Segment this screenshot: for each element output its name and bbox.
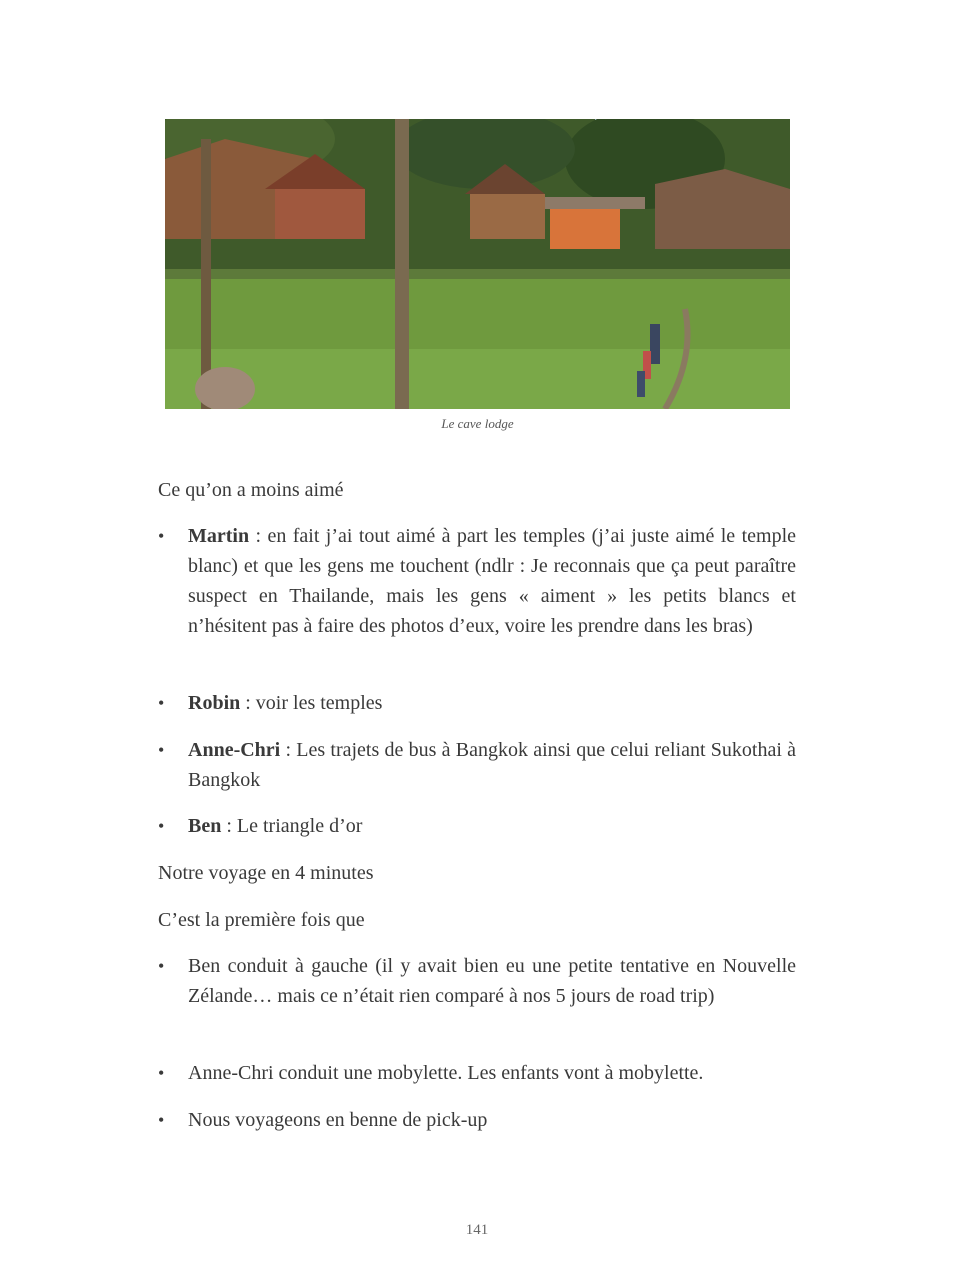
bullet-first-2: • — [158, 1063, 165, 1083]
first-time-item: Ben conduit à gauche (il y avait bien eu une petite tentative en Nouvelle Zélande… mais ce n’était rien comparé à nos 5 jours de road trip) — [188, 955, 796, 1007]
first-time-item: Anne-Chri conduit une mobylette. Les enfants vont à mobylette. — [188, 1062, 704, 1084]
person-name: Anne-Chri — [188, 739, 281, 761]
bullet-first-1: • — [158, 956, 165, 976]
list-item-ben — [188, 811, 796, 841]
photo-caption: Le cave lodge — [441, 416, 514, 431]
page-number: 141 — [465, 1222, 489, 1238]
item-text: : Le triangle d’or — [221, 815, 363, 837]
item-text: : voir les temples — [240, 692, 383, 714]
person-name: Ben — [188, 815, 222, 837]
list-item-anne-chri — [188, 735, 796, 795]
person-name: Robin — [188, 692, 241, 714]
first-time-heading: C’est la première fois que — [158, 909, 365, 931]
item-text: : Les trajets de bus à Bangkok ainsi que celui reliant Sukothai à Bangkok — [188, 739, 796, 791]
first-time-item: Nous voyageons en benne de pick-up — [188, 1109, 488, 1131]
bullet-ben: • — [158, 816, 165, 836]
least-liked-heading: Ce qu’on a moins aimé — [158, 479, 344, 501]
list-item-martin — [188, 521, 796, 641]
video-heading: Notre voyage en 4 minutes — [158, 862, 374, 884]
bullet-robin: • — [158, 693, 165, 713]
bullet-martin: • — [158, 526, 165, 546]
person-name: Martin — [188, 525, 250, 547]
list-item-robin — [188, 688, 796, 718]
bullet-first-3: • — [158, 1110, 165, 1130]
cave-lodge-photo — [165, 119, 790, 409]
item-text: : en fait j’ai tout aimé à part les temples (j’ai juste aimé le temple blanc) et que les gens me touchent (ndlr : Je reconnais que ça peut paraître suspect en Thailande, mais les gens « aiment » les petits blancs et n’hésitent pas à faire des photos d’eux, voire les prendre dans les bras) — [188, 525, 796, 637]
bullet-anne-chri: • — [158, 740, 165, 760]
